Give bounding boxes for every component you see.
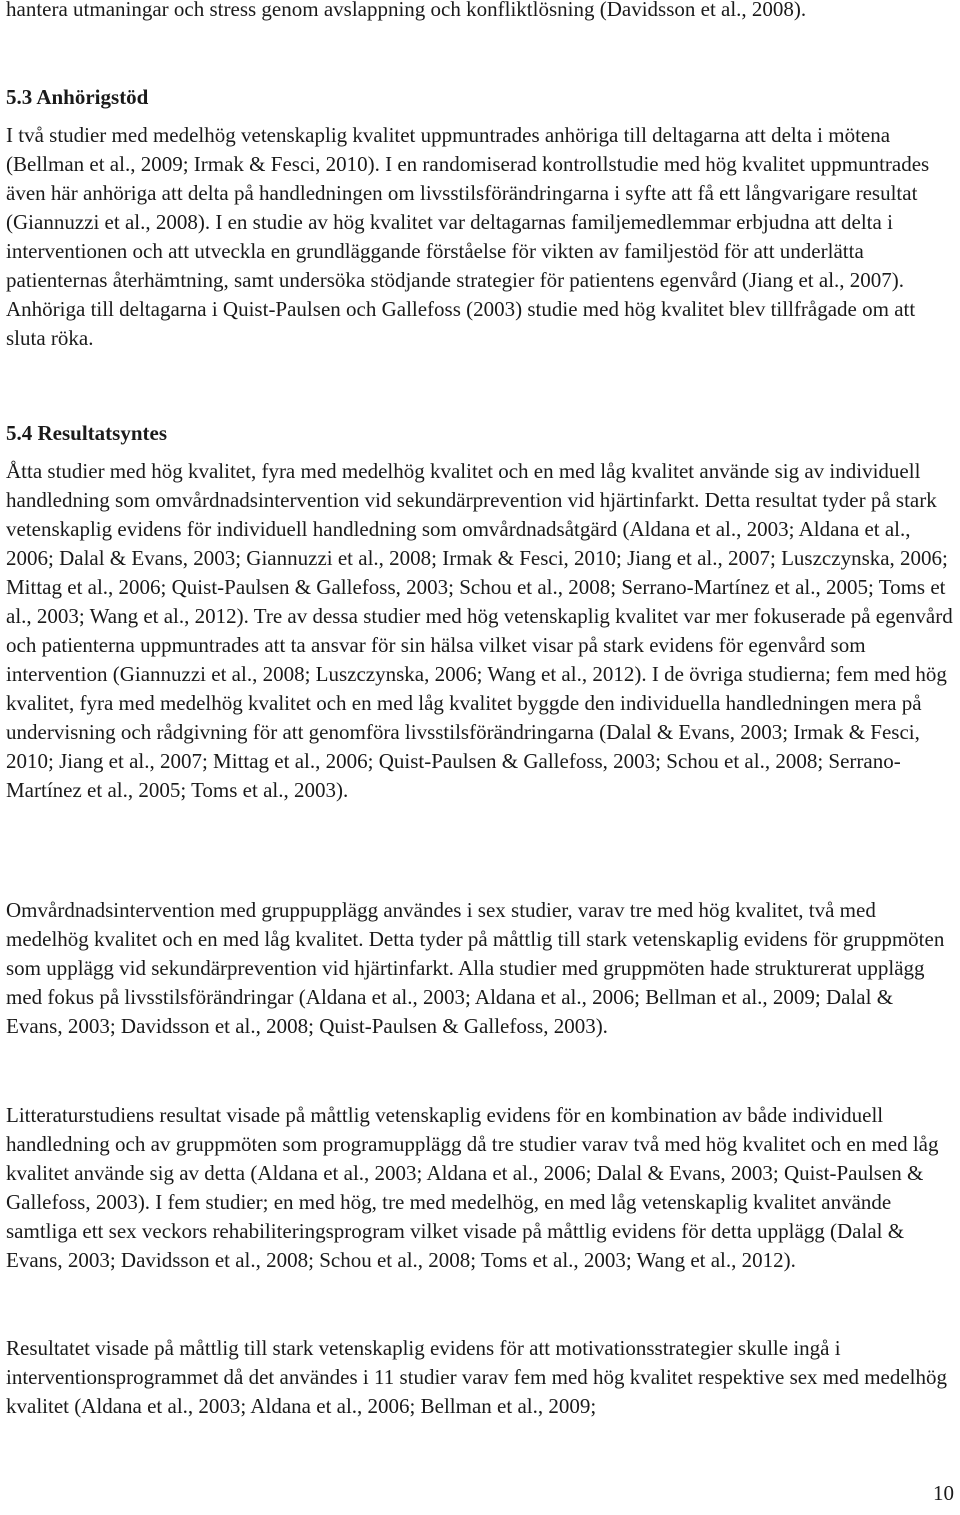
intro-fragment-paragraph: hantera utmaningar och stress genom avslappning och konfliktlösning (Davidsson et al., 2008). (6, 0, 807, 21)
section-5-3-paragraph: I två studier med medelhög vetenskaplig kvalitet uppmuntrades anhöriga till deltagarna att delta i mötena (Bellman et al., 2009; Irmak & Fesci, 2010). I en randomiserad kontrollstudie med hög kvalitet uppmuntrades även här anhöriga att delta på handledningen om livsstilsförändringarna i syfte att få ett långvarigare resultat (Giannuzzi et al., 2008). I en studie av hög kvalitet var deltagarnas familjemedlemmar erbjudna att delta i interventionen och att utveckla en grundläggande förståelse för vikten av familjestöd för att underlätta patienternas återhämtning, samt undersöka stödjande strategier för patientens egenvård (Jiang et al., 2007). Anhöriga till deltagarna i Quist-Paulsen och Gallefoss (2003) studie med hög kvalitet blev tillfrågade om att sluta röka. (6, 123, 930, 350)
section-5-4-paragraph-1: Åtta studier med hög kvalitet, fyra med medelhög kvalitet och en med låg kvalitet använde sig av individuell handledning som omvårdnadsintervention vid sekundärprevention vid hjärtinfarkt. Detta resultat tyder på stark vetenskaplig evidens för individuell handledning som omvårdnadsåtgärd (Aldana et al., 2003; Aldana et al., 2006; Dalal & Evans, 2003; Giannuzzi et al., 2008; Irmak & Fesci, 2010; Jiang et al., 2007; Luszczynska, 2006; Mittag et al., 2006; Quist-Paulsen & Gallefoss, 2003; Schou et al., 2008; Serrano-Martínez et al., 2005; Toms et al., 2003; Wang et al., 2012). Tre av dessa studier med hög vetenskaplig kvalitet var mer fokuserade på egenvård och patienterna uppmuntrades att ta ansvar för sin hälsa vilket visar på stark evidens för egenvård som intervention (Giannuzzi et al., 2008; Luszczynska, 2006; Wang et al., 2012). I de övriga studierna; fem med hög kvalitet, fyra med medelhög kvalitet och en med låg kvalitet byggde den individuella handledningen mera på undervisning och rådgivning för att genomföra livsstilsförändringarna (Dalal & Evans, 2003; Irmak & Fesci, 2010; Jiang et al., 2007; Mittag et al., 2006; Quist-Paulsen & Gallefoss, 2003; Schou et al., 2008; Serrano-Martínez et al., 2005; Toms et al., 2003). (6, 459, 953, 802)
section-5-4-paragraph-2: Omvårdnadsintervention med gruppupplägg användes i sex studier, varav tre med hög kvalitet, två med medelhög kvalitet och en med låg kvalitet. Detta tyder på måttlig till stark vetenskaplig evidens för gruppmöten som upplägg vid sekundärprevention vid hjärtinfarkt. Alla studier med gruppmöten hade strukturerat upplägg med fokus på livsstilsförändringar (Aldana et al., 2003; Aldana et al., 2006; Bellman et al., 2009; Dalal & Evans, 2003; Davidsson et al., 2008; Quist-Paulsen & Gallefoss, 2003). (6, 898, 945, 1038)
page-number: 10 (933, 1481, 954, 1505)
section-5-3-heading: 5.3 Anhörigstöd (6, 85, 149, 109)
section-5-4-paragraph-3: Litteraturstudiens resultat visade på måttlig vetenskaplig evidens för en kombination av både individuell handledning och av gruppmöten som programupplägg då tre studier varav två med hög kvalitet och en med låg kvalitet använde sig av detta (Aldana et al., 2003; Aldana et al., 2006; Dalal & Evans, 2003; Quist-Paulsen & Gallefoss, 2003). I fem studier; en med hög, tre med medelhög, en med låg vetenskaplig kvalitet använde samtliga ett sex veckors rehabiliteringsprogram vilket visade på måttlig evidens för detta upplägg (Dalal & Evans, 2003; Davidsson et al., 2008; Schou et al., 2008; Toms et al., 2003; Wang et al., 2012). (6, 1103, 939, 1272)
section-5-4-paragraph-4: Resultatet visade på måttlig till stark vetenskaplig evidens för att motivationsstrategier skulle ingå i interventionsprogrammet då det användes i 11 studier varav fem med hög kvalitet respektive sex med medelhög kvalitet (Aldana et al., 2003; Aldana et al., 2006; Bellman et al., 2009; (6, 1336, 948, 1418)
section-5-4-heading: 5.4 Resultatsyntes (6, 421, 167, 445)
